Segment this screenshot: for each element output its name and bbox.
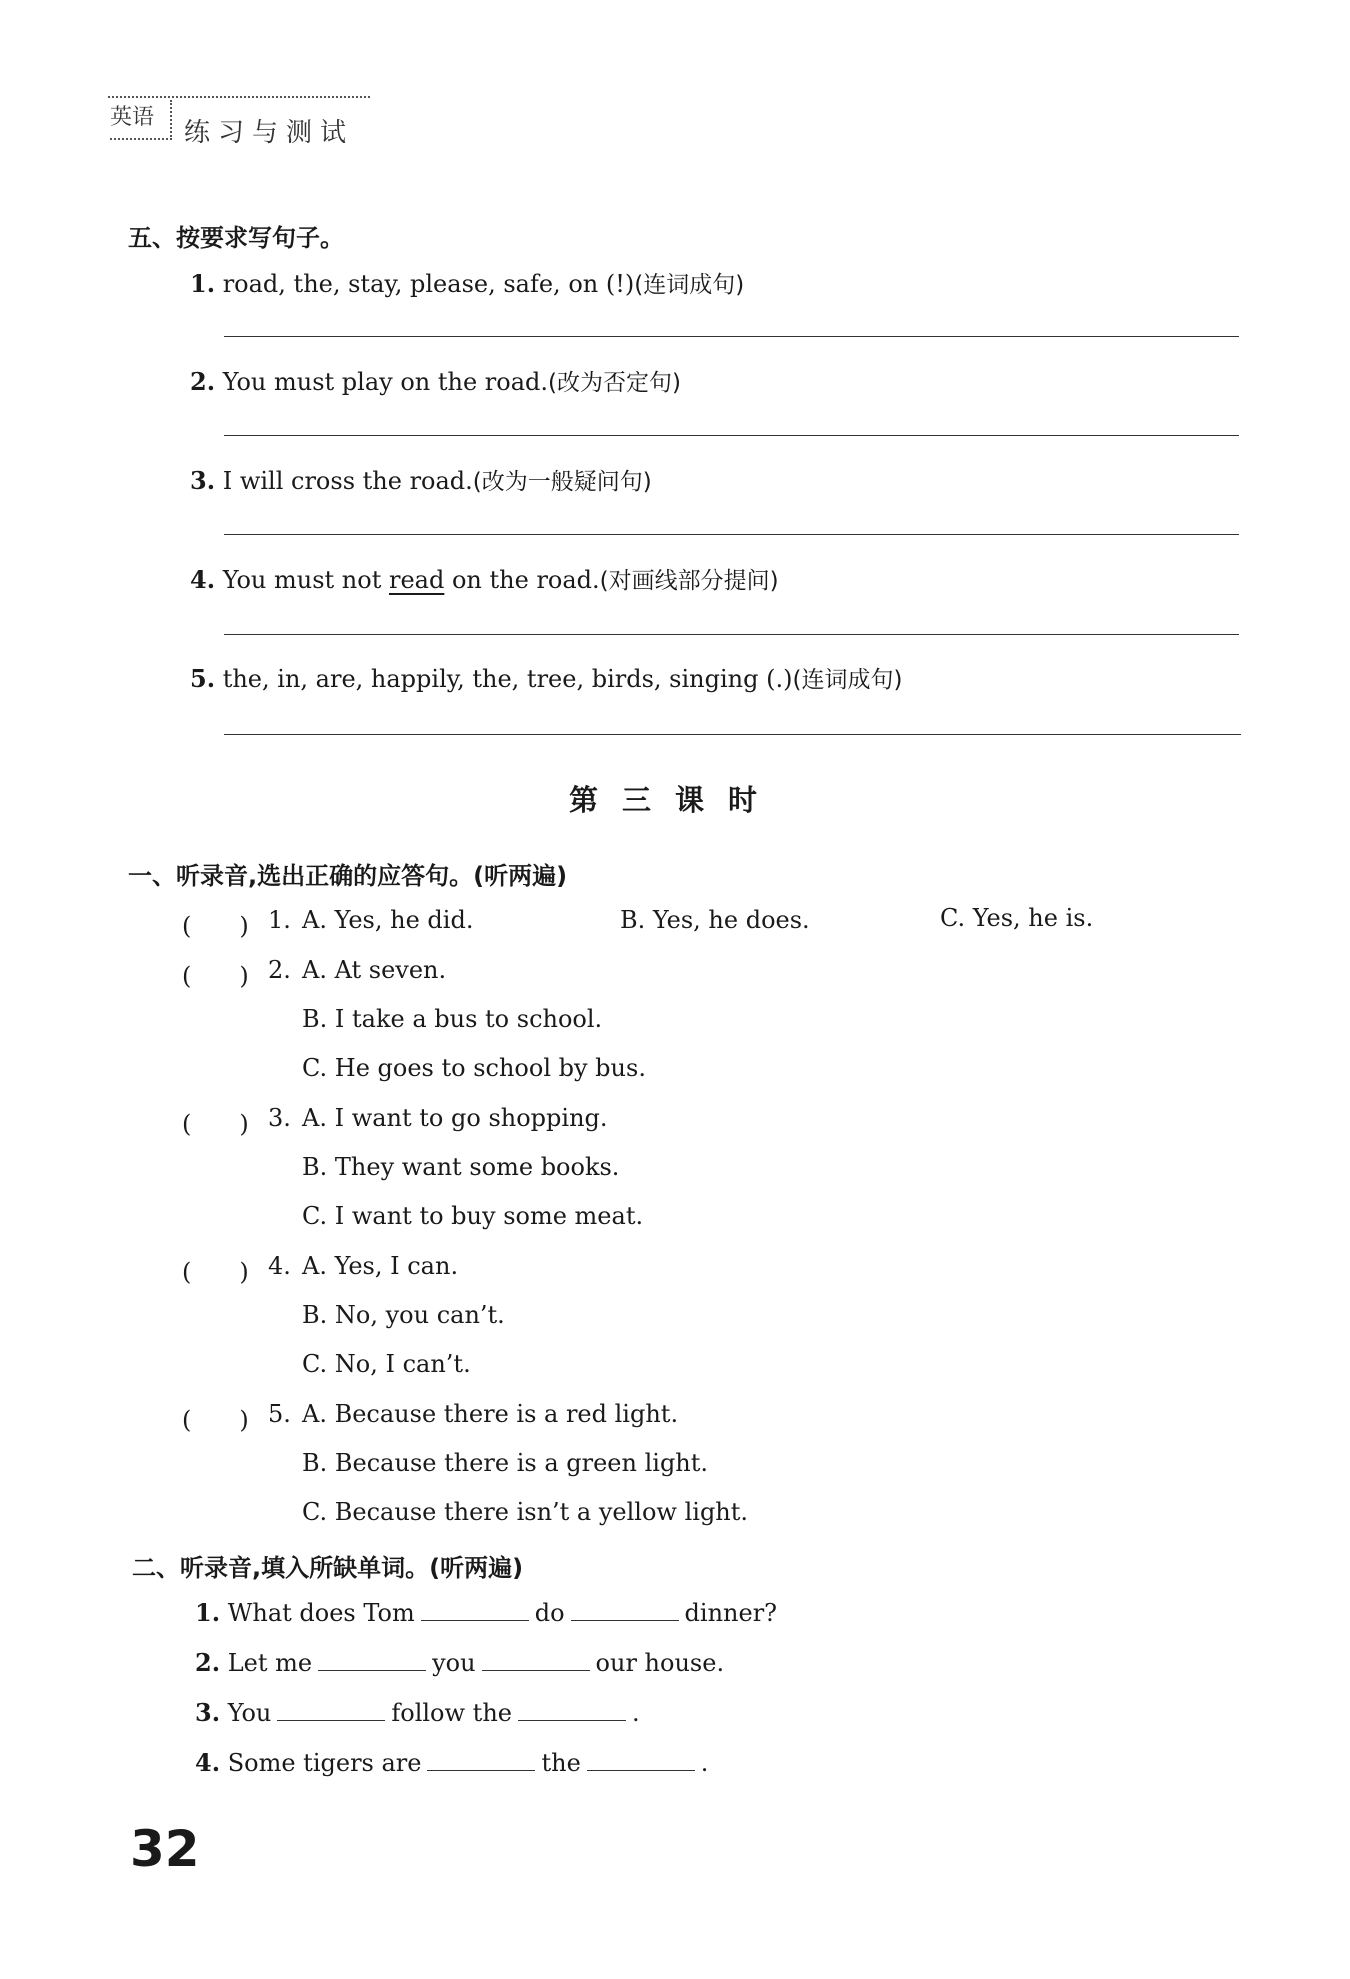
fill-blank[interactable]: [482, 1650, 590, 1671]
item-text: the, in, are, happily, the, tree, birds, singing (.): [222, 665, 793, 693]
item-text-3: .: [700, 1749, 709, 1777]
p1-item-3-num: 3.: [268, 1104, 291, 1132]
item-number: 3.: [190, 466, 216, 495]
p2-item-4: [195, 1748, 708, 1777]
item-number: 3.: [195, 1698, 221, 1727]
item-text-post: on the road.: [444, 566, 600, 594]
item-number: 1.: [195, 1598, 221, 1627]
header-dotted-rule: [108, 96, 370, 98]
p1-item-1-option-c: C. Yes, he is.: [940, 904, 1094, 932]
p1-item-2-option-c: C. He goes to school by bus.: [302, 1054, 646, 1082]
item-text-2: the: [541, 1749, 581, 1777]
item-text: I will cross the road.: [222, 467, 473, 495]
part-2-heading: 二、听录音,填入所缺单词。(听两遍): [132, 1554, 524, 1582]
item-hint: (连词成句): [792, 667, 903, 693]
item-number: 5.: [190, 664, 216, 693]
p1-item-5-num: 5.: [268, 1400, 291, 1428]
fill-blank[interactable]: [277, 1700, 385, 1721]
item-text: You must play on the road.: [222, 368, 549, 396]
item-text-3: .: [631, 1699, 640, 1727]
p1-item-1-num: 1.: [268, 906, 291, 934]
fill-blank[interactable]: [518, 1700, 626, 1721]
p2-item-2: [195, 1648, 724, 1677]
workbook-title: 练习与测试: [184, 118, 355, 148]
fill-blank[interactable]: [318, 1650, 426, 1671]
item-text-3: our house.: [595, 1649, 725, 1677]
s5-item-5: [190, 661, 902, 694]
p1-item-2-option-a: A. At seven.: [302, 956, 447, 984]
item-text-2: you: [432, 1649, 476, 1677]
subject-label: 英语: [110, 100, 172, 140]
item-hint: (改为一般疑问句): [472, 469, 652, 495]
answer-line-5[interactable]: [224, 734, 1241, 735]
p2-item-3: [195, 1698, 640, 1727]
answer-paren-3[interactable]: ( ): [182, 1110, 249, 1138]
s5-item-1: [190, 266, 744, 299]
underlined-word: read: [388, 566, 445, 594]
p1-item-2-option-b: B. I take a bus to school.: [302, 1005, 603, 1033]
item-hint: (改为否定句): [548, 370, 681, 396]
answer-line-2[interactable]: [224, 435, 1239, 436]
fill-blank[interactable]: [421, 1600, 529, 1621]
item-text-1: Some tigers are: [227, 1749, 422, 1777]
lesson-title: 第三课时: [568, 783, 781, 817]
s5-item-3: [190, 463, 652, 496]
s5-item-4: [190, 562, 779, 595]
item-text-2: do: [534, 1599, 565, 1627]
s5-item-2: [190, 364, 681, 397]
fill-blank[interactable]: [427, 1750, 535, 1771]
answer-paren-4[interactable]: ( ): [182, 1258, 249, 1286]
p1-item-5-option-a: A. Because there is a red light.: [302, 1400, 679, 1428]
answer-paren-1[interactable]: ( ): [182, 912, 249, 940]
p2-item-1: [195, 1598, 777, 1627]
p1-item-3-option-b: B. They want some books.: [302, 1153, 620, 1181]
item-number: 4.: [195, 1748, 221, 1777]
item-hint: (对画线部分提问): [599, 568, 779, 594]
p1-item-2-num: 2.: [268, 956, 291, 984]
p1-item-3-option-a: A. I want to go shopping.: [302, 1104, 608, 1132]
page-number: 32: [130, 1820, 200, 1878]
p1-item-5-option-c: C. Because there isn’t a yellow light.: [302, 1498, 749, 1526]
answer-paren-5[interactable]: ( ): [182, 1406, 249, 1434]
item-text: road, the, stay, please, safe, on (!): [222, 270, 635, 298]
item-text-2: follow the: [391, 1699, 512, 1727]
item-number: 2.: [195, 1648, 221, 1677]
answer-line-4[interactable]: [224, 634, 1239, 635]
p1-item-4-option-a: A. Yes, I can.: [302, 1252, 459, 1280]
p1-item-4-option-c: C. No, I can’t.: [302, 1350, 471, 1378]
part-1-heading: 一、听录音,选出正确的应答句。(听两遍): [128, 862, 568, 890]
item-text-1: You: [227, 1699, 272, 1727]
fill-blank[interactable]: [587, 1750, 695, 1771]
item-number: 2.: [190, 367, 216, 396]
p1-item-4-num: 4.: [268, 1252, 291, 1280]
item-number: 1.: [190, 269, 216, 298]
item-number: 4.: [190, 565, 216, 594]
fill-blank[interactable]: [571, 1600, 679, 1621]
item-text-1: Let me: [227, 1649, 313, 1677]
p1-item-1-option-b: B. Yes, he does.: [620, 906, 810, 934]
p1-item-4-option-b: B. No, you can’t.: [302, 1301, 505, 1329]
answer-line-3[interactable]: [224, 534, 1239, 535]
p1-item-3-option-c: C. I want to buy some meat.: [302, 1202, 644, 1230]
p1-item-1-option-a: A. Yes, he did.: [302, 906, 474, 934]
section-5-heading: 五、按要求写句子。: [128, 224, 344, 252]
item-hint: (连词成句): [634, 272, 745, 298]
answer-paren-2[interactable]: ( ): [182, 962, 249, 990]
item-text-3: dinner?: [684, 1599, 778, 1627]
item-text-1: What does Tom: [227, 1599, 415, 1627]
p1-item-5-option-b: B. Because there is a green light.: [302, 1449, 709, 1477]
item-text-pre: You must not: [222, 566, 389, 594]
answer-line-1[interactable]: [224, 336, 1239, 337]
